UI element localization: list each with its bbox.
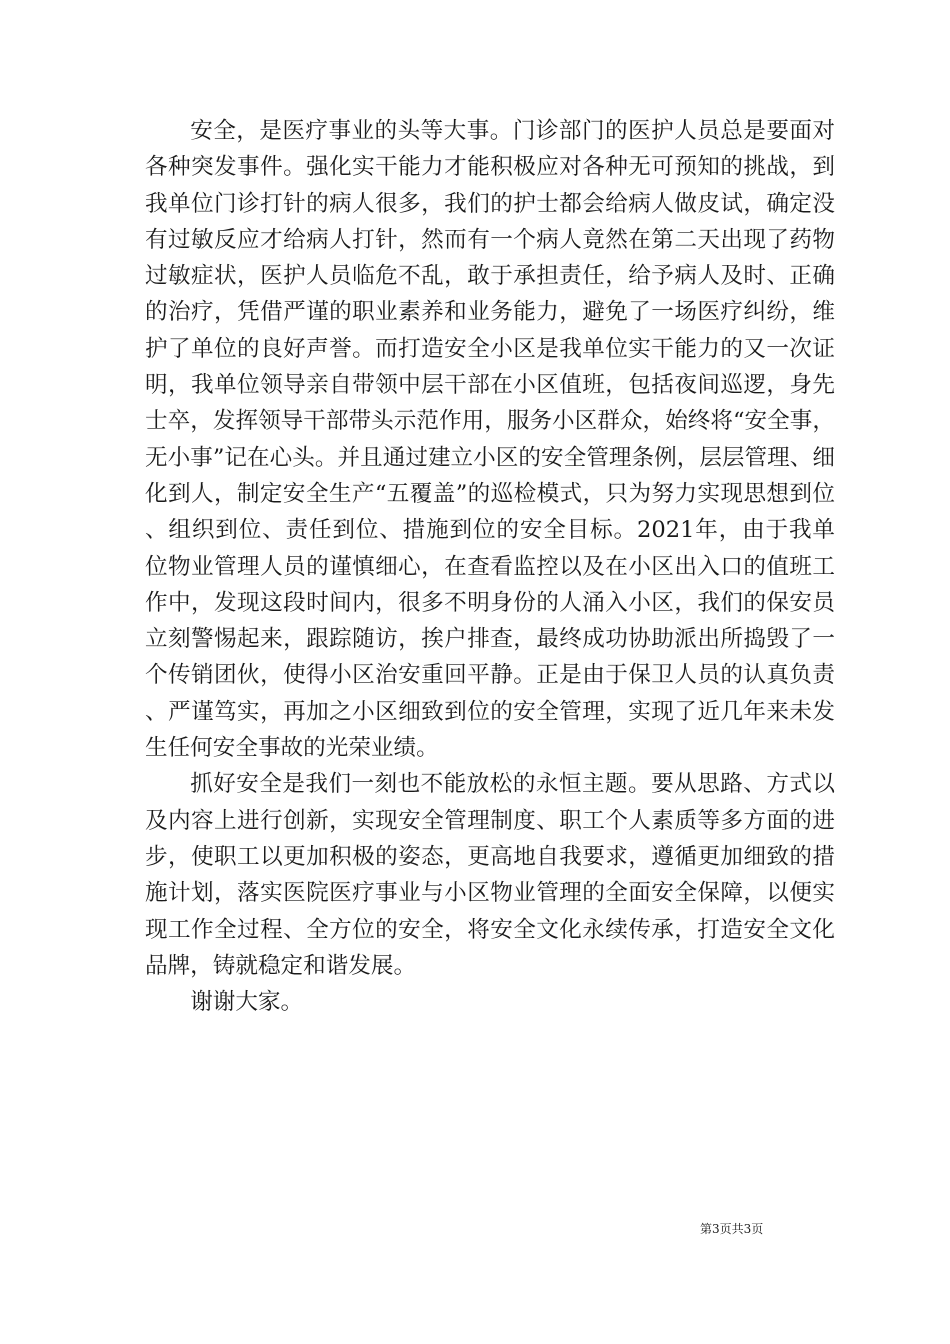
body-paragraph-safety-practice: 安全，是医疗事业的头等大事。门诊部门的医护人员总是要面对各种突发事件。强化实干能力才能积极应对各种无可预知的挑战，到我单位门诊打针的病人很多，我们的护士都会给病人做皮试，确定没有过敏反应才给病人打针，然而有一个病人竟然在第二天出现了药物过敏症状，医护人员临危不乱，敢于承担责任，给予病人及时、正确的治疗，凭借严谨的职业素养和业务能力，避免了一场医疗纠纷，维护了单位的良好声誉。而打造安全小区是我单位实干能力的又一次证明，我单位领导亲自带领中层干部在小区值班，包括夜间巡逻，身先士卒，发挥领导干部带头示范作用，服务小区群众，始终将“安全事，无小事”记在心头。并且通过建立小区的安全管理条例，层层管理、细化到人，制定安全生产“五覆盖”的巡检模式，只为努力实现思想到位、组织到位、责任到位、措施到位的安全目标。2021年，由于我单位物业管理人员的谨慎细心，在查看监控以及在小区出入口的值班工作中，发现这段时间内，很多不明身份的人涌入小区，我们的保安员立刻警惕起来，跟踪随访，挨户排查，最终成功协助派出所捣毁了一个传销团伙，使得小区治安重回平静。正是由于保卫人员的认真负责、严谨笃实，再加之小区细致到位的安全管理，实现了近几年来未发生任何安全事故的光荣业绩。 (145, 118, 835, 762)
document-body (145, 113, 835, 1020)
page-number-footer: 第3页共3页 (700, 1222, 764, 1236)
body-paragraph-safety-theme: 抓好安全是我们一刻也不能放松的永恒主题。要从思路、方式以及内容上进行创新，实现安全管理制度、职工个人素质等多方面的进步，使职工以更加积极的姿态，更高地自我要求，遵循更加细致的措施计划，落实医院医疗事业与小区物业管理的全面安全保障，以便实现工作全过程、全方位的安全，将安全文化永续传承，打造安全文化品牌，铸就稳定和谐发展。 (145, 771, 835, 979)
body-paragraph-closing: 谢谢大家。 (190, 989, 304, 1016)
